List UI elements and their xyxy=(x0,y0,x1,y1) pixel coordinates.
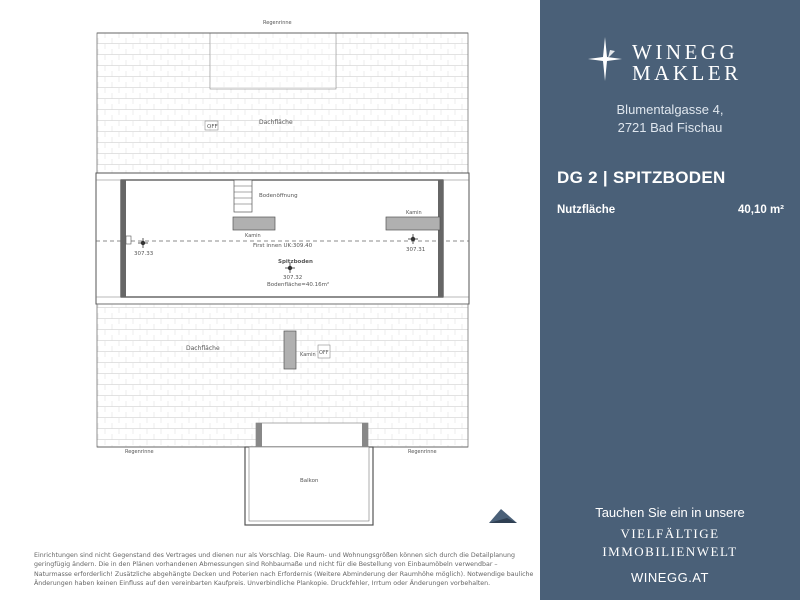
first-height-label: First innen UK:309.40 xyxy=(253,243,313,249)
roof-bottom-label: Dachfläche xyxy=(186,345,220,352)
floor-opening-label: Bodenöffnung xyxy=(259,193,298,199)
tagline-line-1: Tauchen Sie ein in unsere xyxy=(595,505,745,520)
chimney-label-right: Kamin xyxy=(406,210,422,216)
roof-top-label: Dachfläche xyxy=(259,119,293,126)
level-left-label: 307.33 xyxy=(134,251,154,257)
logo-word-winegg: WINEGG xyxy=(632,40,739,64)
off-bottom-label: OFF xyxy=(319,350,329,356)
level-right-label: 307.31 xyxy=(406,247,426,253)
eave-bottom-right-label: Regenrinne xyxy=(408,449,437,455)
star-compass-icon xyxy=(588,37,622,81)
usable-area-label: Nutzfläche xyxy=(557,204,616,216)
level-center-label: 307.32 xyxy=(283,275,303,281)
disclaimer-text: Einrichtungen sind nicht Gegenstand des Vertrages und dienen nur als Vorschlag. Die Raum- und Wohnungsgrößen können sich durch die Detailplanung geringfügig ändern. Die in den Plänen vorhandenen Abmessungen sind Rohbaumaße und nicht für die Bestellung von Einbaumöbeln verwendbar – Naturmasse erforderlich! Zusätzliche abgehängte Decken und Poterien nach Erfordernis (Weitere Abminderung der Raumhöhe möglich). Notwendige bauliche Änderungen haben keinen Einfluss auf den vereinbarten Kaufpreis. Unverbindliche Plankopie. Druckfehler, Irrtum oder Änderungen vorbehalten. xyxy=(34,552,534,587)
north-arrow-icon xyxy=(489,509,517,523)
website-link[interactable]: WINEGG.AT xyxy=(631,570,709,585)
unit-title: DG 2 | SPITZBODEN xyxy=(557,168,726,187)
eave-bottom-left-label: Regenrinne xyxy=(125,449,154,455)
address-line-1: Blumentalgasse 4, xyxy=(616,102,724,117)
balcony-label: Balkon xyxy=(300,478,319,484)
tagline-line-2: VIELFÄLTIGE xyxy=(620,526,720,541)
room-area-label: Bodenfläche=40.16m² xyxy=(267,282,330,288)
chimney-label-left: Kamin xyxy=(245,233,261,239)
eave-top-label: Regenrinne xyxy=(263,20,292,26)
room-name-label: Spitzboden xyxy=(278,259,313,265)
roof-bottom xyxy=(97,304,468,447)
off-top-label: OFF xyxy=(207,124,218,130)
address-line-2: 2721 Bad Fischau xyxy=(617,120,723,135)
winegg-logo xyxy=(588,37,768,87)
chimney-label-bottom: Kamin xyxy=(300,352,316,358)
roof-top xyxy=(97,33,468,173)
tagline-line-3: IMMOBILIENWELT xyxy=(602,544,738,559)
logo-word-makler: MAKLER xyxy=(632,61,742,85)
usable-area-value: 40,10 m² xyxy=(737,204,784,216)
